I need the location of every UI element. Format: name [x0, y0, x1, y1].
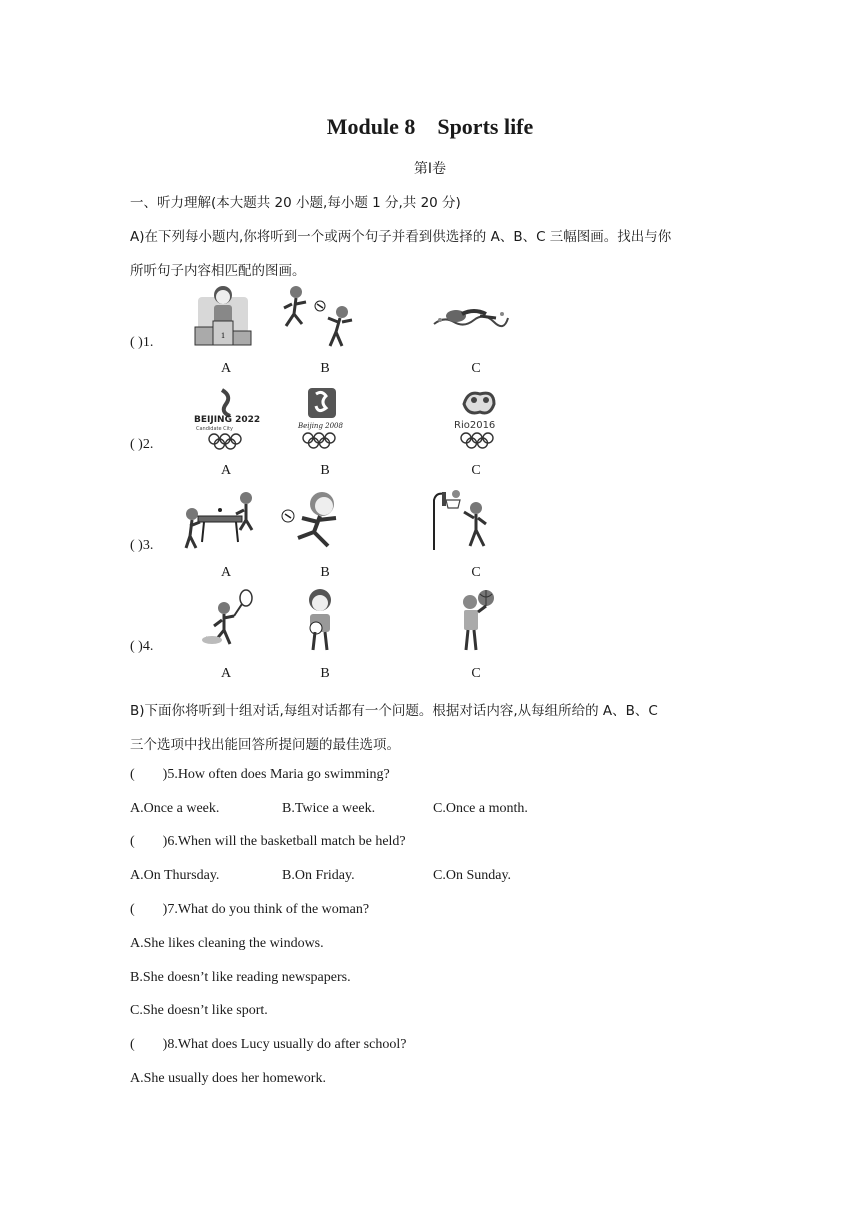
- option-b-label: B: [320, 463, 330, 478]
- beijing-2008-logo: [294, 386, 350, 450]
- part-a-instructions-1: A)在下列每小题内,你将听到一个或两个句子并看到供选择的 A、B、C 三幅图画。找出与你: [130, 229, 672, 245]
- q6-option-c: C.On Sunday.: [433, 868, 512, 883]
- swimmer-image: [430, 302, 510, 332]
- option-c-label: C: [471, 361, 481, 376]
- volume-label: 第Ⅰ卷: [413, 161, 447, 177]
- question-6: ( )6.When will the basketball match be held?: [130, 834, 406, 849]
- q5-option-a: A.Once a week.: [130, 801, 220, 816]
- q6-option-a: A.On Thursday.: [130, 868, 220, 883]
- option-a-label: A: [220, 463, 232, 478]
- question-2-number: ( )2.: [130, 437, 154, 452]
- q6-option-b: B.On Friday.: [282, 868, 355, 883]
- basketball-shot-image: [430, 486, 496, 552]
- part-b-instructions-1: B)下面你将听到十组对话,每组对话都有一个问题。根据对话内容,从每组所给的 A、B、C: [130, 703, 658, 719]
- rio-2016-logo: [450, 386, 508, 450]
- q5-option-b: B.Twice a week.: [282, 801, 376, 816]
- option-b-label: B: [320, 666, 330, 681]
- question-3-number: ( )3.: [130, 538, 154, 553]
- q7-option-a: A.She likes cleaning the windows.: [130, 936, 324, 951]
- question-5: ( )5.How often does Maria go swimming?: [130, 767, 390, 782]
- svg-text:1: 1: [221, 331, 225, 340]
- question-4-number: ( )4.: [130, 639, 154, 654]
- question-7: ( )7.What do you think of the woman?: [130, 902, 370, 917]
- q7-option-b: B.She doesn’t like reading newspapers.: [130, 970, 351, 985]
- football-kick-image: [280, 488, 350, 552]
- q8-option-a: A.She usually does her homework.: [130, 1071, 326, 1086]
- question-8: ( )8.What does Lucy usually do after school?: [130, 1037, 407, 1052]
- beijing-2022-logo: [192, 386, 262, 450]
- beijing-2008-text: Beijing 2008: [298, 422, 343, 430]
- q7-option-c: C.She doesn’t like sport.: [130, 1003, 268, 1018]
- part-b-instructions-2: 三个选项中找出能回答所提问题的最佳选项。: [130, 737, 400, 753]
- tennis-player-image: [196, 588, 256, 654]
- part-a-instructions-2: 所听句子内容相匹配的图画。: [130, 263, 306, 279]
- q5-option-c: C.Once a month.: [433, 801, 528, 816]
- rio-2016-text: Rio2016: [454, 420, 496, 431]
- football-players-image: [280, 284, 358, 350]
- podium-winner-image: [192, 283, 254, 349]
- candidate-city-text: Candidate City: [196, 426, 233, 432]
- option-c-label: C: [471, 463, 481, 478]
- option-b-label: B: [320, 361, 330, 376]
- beijing-2022-text: BEIJING 2022: [194, 415, 261, 425]
- option-c-label: C: [471, 565, 481, 580]
- option-c-label: C: [471, 666, 481, 681]
- option-b-label: B: [320, 565, 330, 580]
- option-a-label: A: [220, 565, 232, 580]
- option-a-label: A: [220, 666, 232, 681]
- option-a-label: A: [220, 361, 232, 376]
- section-heading: 一、听力理解(本大题共 20 小题,每小题 1 分,共 20 分): [130, 195, 461, 211]
- question-1-number: ( )1.: [130, 335, 154, 350]
- table-tennis-image: [182, 486, 258, 552]
- page-title: Module 8 Sports life: [326, 114, 534, 139]
- basketball-player-image: [454, 588, 500, 654]
- boy-with-football-image: [298, 588, 342, 654]
